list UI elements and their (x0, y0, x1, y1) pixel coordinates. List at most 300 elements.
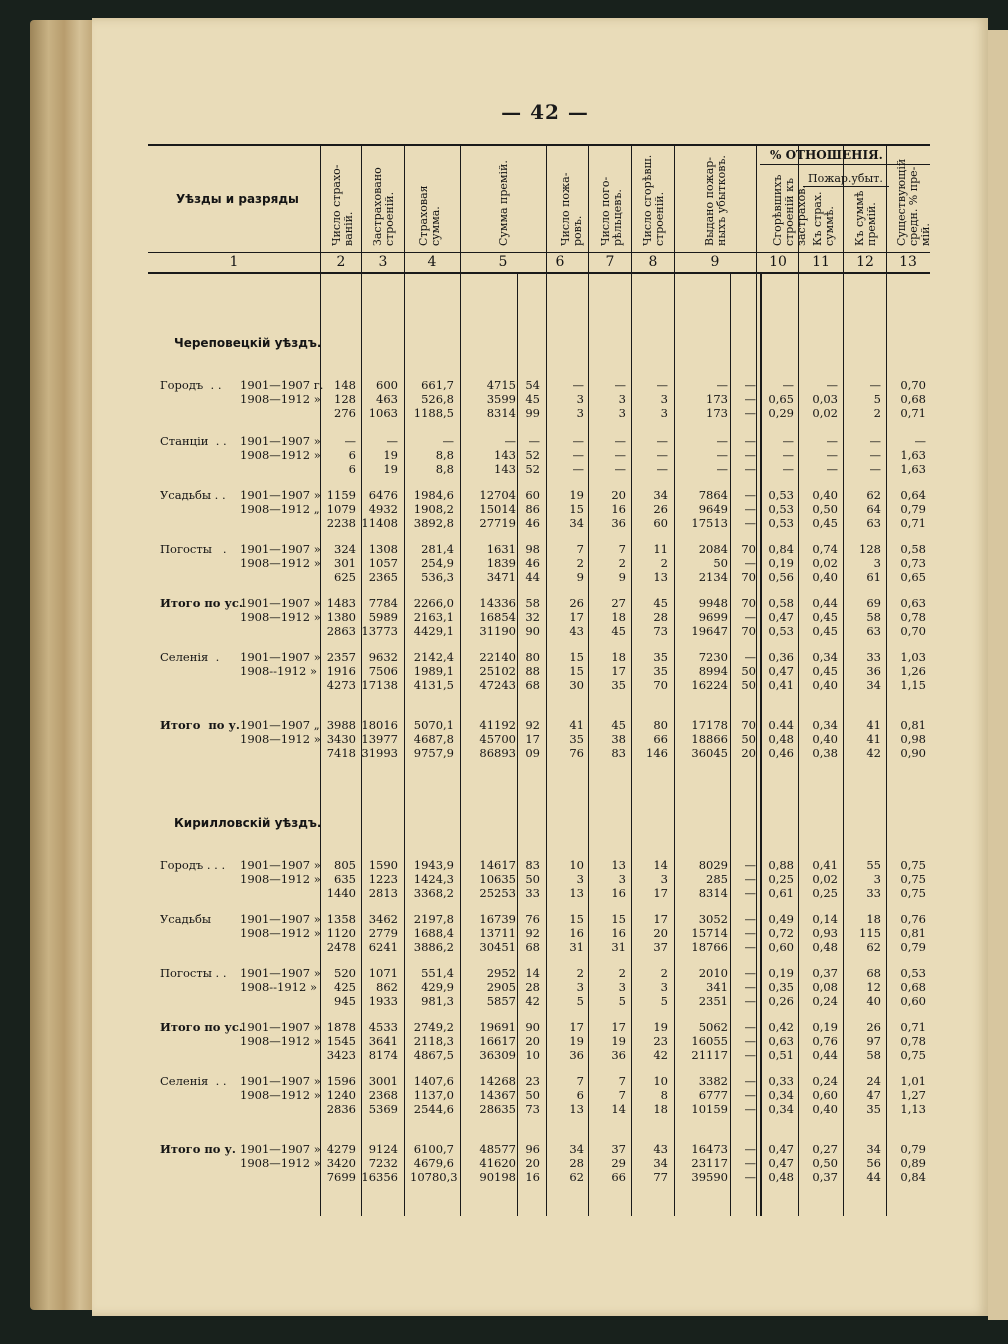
table-cell: 3641 (368, 1034, 398, 1048)
table-cell: — (744, 462, 756, 476)
table-cell: 1071 (368, 966, 398, 980)
table-cell: — (572, 462, 584, 476)
table-cell: 16617 (479, 1034, 516, 1048)
table-cell: — (744, 940, 756, 954)
table-cell: 12704 (479, 488, 516, 502)
table-cell: 1933 (368, 994, 398, 1008)
table-cell: 33 (866, 886, 881, 900)
period-label: 1901—1907 » (240, 912, 321, 926)
table-cell: 17 (569, 1020, 584, 1034)
table-cell: 1159 (326, 488, 356, 502)
table-cell: 2163,1 (413, 610, 454, 624)
table-cell: 5369 (368, 1102, 398, 1116)
table-cell: 3382 (698, 1074, 728, 1088)
table-cell: 0,34 (812, 718, 838, 732)
table-cell: 1063 (368, 406, 398, 420)
period-label: 1908—1912 » (240, 1034, 321, 1048)
table-cell: 90198 (479, 1170, 516, 1184)
table-cell: 16 (569, 926, 584, 940)
colnum-rule (148, 272, 930, 274)
table-cell: 18016 (361, 718, 398, 732)
table-cell: — (442, 434, 454, 448)
table-cell: — (656, 434, 668, 448)
table-cell: 27719 (479, 516, 516, 530)
table-cell: 7506 (368, 664, 398, 678)
table-cell: 7784 (368, 596, 398, 610)
table-cell: 8994 (698, 664, 728, 678)
table-cell: 15 (569, 664, 584, 678)
table-cell: 50 (741, 678, 756, 692)
fireloss-subrule (803, 186, 889, 187)
table-cell: — (744, 1142, 756, 1156)
table-cell: 1,63 (900, 462, 926, 476)
column-number: 9 (710, 254, 720, 270)
table-cell: 17 (653, 912, 668, 926)
table-cell: — (744, 886, 756, 900)
header-line: средн. % пре- (907, 166, 920, 246)
table-cell: — (744, 556, 756, 570)
table-cell: 73 (653, 624, 668, 638)
table-cell: 981,3 (421, 994, 454, 1008)
table-cell: 90 (525, 624, 540, 638)
column-number: 10 (769, 254, 787, 270)
table-cell: 14 (611, 1102, 626, 1116)
table-cell: 20 (611, 488, 626, 502)
table-cell: 3001 (368, 1074, 398, 1088)
column-number: 5 (498, 254, 508, 270)
table-cell: 97 (866, 1034, 881, 1048)
table-cell: 128 (334, 392, 356, 406)
table-cell: 26 (866, 1020, 881, 1034)
table-cell: 63 (866, 624, 881, 638)
table-cell: 7230 (698, 650, 728, 664)
table-cell: 36045 (691, 746, 728, 760)
table-cell: 0,34 (768, 1102, 794, 1116)
table-cell: 90 (525, 1020, 540, 1034)
table-cell: 58 (525, 596, 540, 610)
period-label: 1901—1907 » (240, 542, 321, 556)
header-c5 (498, 160, 510, 246)
table-cell: 0,60 (768, 940, 794, 954)
period-label: 1908—1912 » (240, 610, 321, 624)
table-cell: 9699 (698, 610, 728, 624)
column-number: 2 (336, 254, 346, 270)
table-cell: 0,78 (900, 1034, 926, 1048)
table-cell: 42 (866, 746, 881, 760)
table-cell: 635 (334, 872, 356, 886)
table-cell: — (614, 434, 626, 448)
table-cell: 14336 (479, 596, 516, 610)
column-number: 13 (899, 254, 917, 270)
header-line: Число сгорѣвш. (641, 154, 654, 246)
table-cell: 4279 (326, 1142, 356, 1156)
table-cell: 0,33 (768, 1074, 794, 1088)
table-cell: 16854 (479, 610, 516, 624)
table-cell: 70 (653, 678, 668, 692)
table-cell: 0,81 (900, 718, 926, 732)
header-line: строеній. (383, 191, 396, 246)
table-cell: 281,4 (421, 542, 454, 556)
table-cell: 17 (653, 886, 668, 900)
table-cell: — (716, 434, 728, 448)
table-cell: 0,46 (768, 746, 794, 760)
table-cell: 12 (866, 980, 881, 994)
group-label: Селенія . (160, 650, 220, 664)
table-cell: 600 (376, 378, 398, 392)
header-line: ваній. (342, 211, 355, 246)
table-cell: 76 (525, 912, 540, 926)
group-label: Городъ . . . (160, 858, 226, 872)
table-cell: 39590 (691, 1170, 728, 1184)
table-cell: 96 (525, 1142, 540, 1156)
table-cell: 15714 (691, 926, 728, 940)
table-cell: 4867,5 (413, 1048, 454, 1062)
table-cell: 0,47 (768, 1156, 794, 1170)
period-label: 1901—1907 » (240, 650, 321, 664)
header-line: строеній къ (783, 178, 796, 246)
header-rule (148, 252, 930, 253)
table-cell: 20 (741, 746, 756, 760)
table-cell: 2365 (368, 570, 398, 584)
table-cell: 0,40 (812, 732, 838, 746)
table-cell: 0,81 (900, 926, 926, 940)
table-cell: 1,63 (900, 448, 926, 462)
period-label: 1908—1912 » (240, 448, 321, 462)
table-cell: 0,58 (768, 596, 794, 610)
table-cell: 1916 (326, 664, 356, 678)
table-cell: 0,19 (768, 556, 794, 570)
header-line: застрахов. (795, 185, 808, 246)
table-cell: 0,47 (768, 664, 794, 678)
table-cell: 1240 (326, 1088, 356, 1102)
table-cell: — (744, 1034, 756, 1048)
table-cell: 68 (866, 966, 881, 980)
table-cell: 661,7 (421, 378, 454, 392)
table-cell: 42 (653, 1048, 668, 1062)
period-label: 1908--1912 » (240, 980, 317, 994)
table-cell: 115 (859, 926, 881, 940)
table-cell: 10159 (691, 1102, 728, 1116)
table-cell: 3 (576, 872, 584, 886)
header-c12 (854, 191, 878, 246)
table-cell: 1878 (326, 1020, 356, 1034)
period-label: 1901—1907 „ (240, 718, 320, 732)
table-cell: 0,93 (812, 926, 838, 940)
table-cell: — (744, 610, 756, 624)
table-cell: 301 (334, 556, 356, 570)
table-cell: 80 (525, 650, 540, 664)
column-number: 6 (555, 254, 565, 270)
table-cell: 2 (660, 556, 668, 570)
table-cell: 41 (866, 732, 881, 746)
header-line: Число пожа- (559, 172, 572, 246)
table-cell: 2266,0 (413, 596, 454, 610)
table-cell: 34 (866, 678, 881, 692)
table-cell: 18 (866, 912, 881, 926)
table-cell: 22140 (479, 650, 516, 664)
column-divider (404, 144, 405, 1216)
table-cell: — (782, 448, 794, 462)
table-cell: 19 (653, 1020, 668, 1034)
table-cell: 41 (569, 718, 584, 732)
table-cell: 0,25 (812, 886, 838, 900)
table-cell: 0,68 (900, 980, 926, 994)
table-cell: 45 (525, 392, 540, 406)
table-cell: 0,08 (812, 980, 838, 994)
period-label: 1901—1907 » (240, 488, 321, 502)
table-cell: — (826, 434, 838, 448)
table-cell: 4131,5 (413, 678, 454, 692)
table-cell: 36 (611, 516, 626, 530)
table-cell: 1984,6 (413, 488, 454, 502)
table-cell: 9124 (368, 1142, 398, 1156)
table-cell: 28 (653, 610, 668, 624)
header-line: Застраховано (371, 167, 384, 246)
table-cell: — (744, 966, 756, 980)
table-cell: 3 (660, 872, 668, 886)
table-cell: 41 (866, 718, 881, 732)
table-cell: 7699 (326, 1170, 356, 1184)
header-line: сумма. (429, 206, 442, 246)
header-c2 (331, 165, 355, 247)
table-cell: 70 (741, 624, 756, 638)
table-cell: 23 (653, 1034, 668, 1048)
table-cell: 73 (525, 1102, 540, 1116)
table-cell: 8174 (368, 1048, 398, 1062)
table-cell: 3 (873, 556, 881, 570)
column-number: 7 (605, 254, 615, 270)
table-cell: 1,26 (900, 664, 926, 678)
table-cell: 2351 (698, 994, 728, 1008)
table-cell: 10 (569, 858, 584, 872)
table-cell: — (656, 378, 668, 392)
group-label: Погосты . . (160, 966, 227, 980)
table-cell: 0,75 (900, 886, 926, 900)
table-cell: 36 (569, 1048, 584, 1062)
table-cell: 3 (660, 980, 668, 994)
table-cell: 0,63 (900, 596, 926, 610)
table-cell: 21117 (691, 1048, 728, 1062)
table-cell: 41620 (479, 1156, 516, 1170)
table-cell: 2197,8 (413, 912, 454, 926)
table-cell: 0,53 (768, 502, 794, 516)
table-cell: 16055 (691, 1034, 728, 1048)
table-cell: — (744, 378, 756, 392)
table-cell: 2952 (486, 966, 516, 980)
table-cell: 61 (866, 570, 881, 584)
table-cell: 0,50 (812, 1156, 838, 1170)
table-cell: 70 (741, 718, 756, 732)
table-cell: 17 (611, 664, 626, 678)
table-cell: 31993 (361, 746, 398, 760)
table-cell: — (914, 434, 926, 448)
table-cell: 10635 (479, 872, 516, 886)
table-cell: 0,65 (768, 392, 794, 406)
table-cell: 2 (618, 556, 626, 570)
table-cell: 69 (866, 596, 881, 610)
table-cell: — (744, 858, 756, 872)
table-cell: 1137,0 (413, 1088, 454, 1102)
book-page-edges (30, 20, 92, 1310)
table-cell: 0,65 (900, 570, 926, 584)
table-cell: 14 (653, 858, 668, 872)
table-cell: 0,24 (812, 1074, 838, 1088)
header-line: Существующій (895, 158, 908, 246)
table-cell: 16 (611, 926, 626, 940)
table-cell: 66 (653, 732, 668, 746)
table-cell: 13 (569, 886, 584, 900)
table-cell: 536,3 (421, 570, 454, 584)
header-line: ныхъ убытковъ. (715, 155, 728, 246)
table-cell: 70 (741, 596, 756, 610)
table-cell: 46 (525, 556, 540, 570)
table-cell: — (744, 1156, 756, 1170)
header-line: ровъ. (571, 215, 584, 246)
table-cell: 18 (611, 610, 626, 624)
table-cell: 14617 (479, 858, 516, 872)
table-cell: 463 (376, 392, 398, 406)
table-cell: — (744, 980, 756, 994)
table-cell: — (614, 448, 626, 462)
table-cell: 13977 (361, 732, 398, 746)
table-cell: 24 (866, 1074, 881, 1088)
table-cell: 3 (660, 406, 668, 420)
table-cell: 34 (653, 488, 668, 502)
table-cell: 526,8 (421, 392, 454, 406)
table-cell: 19 (569, 488, 584, 502)
table-cell: 2134 (698, 570, 728, 584)
table-cell: 26 (653, 502, 668, 516)
table-cell: — (744, 502, 756, 516)
table-cell: 1631 (486, 542, 516, 556)
table-cell: — (744, 650, 756, 664)
table-cell: 44 (866, 1170, 881, 1184)
table-cell: 54 (525, 378, 540, 392)
table-cell: 0,25 (768, 872, 794, 886)
table-cell: 16 (611, 502, 626, 516)
table-cell: 44 (525, 570, 540, 584)
table-cell: 1424,3 (413, 872, 454, 886)
table-cell: — (716, 378, 728, 392)
table-cell: 37 (653, 940, 668, 954)
header-line: Число пого- (599, 176, 612, 246)
table-cell: 56 (866, 1156, 881, 1170)
table-cell: — (869, 434, 881, 448)
table-cell: 14367 (479, 1088, 516, 1102)
table-cell: 17178 (691, 718, 728, 732)
table-cell: 50 (741, 664, 756, 678)
table-cell: 43 (569, 624, 584, 638)
table-cell: 10 (653, 1074, 668, 1088)
table-cell: 16 (525, 1170, 540, 1184)
column-number: 11 (812, 254, 830, 270)
table-cell: 35 (653, 664, 668, 678)
table-cell: 945 (334, 994, 356, 1008)
table-cell: 5062 (698, 1020, 728, 1034)
table-cell: 76 (569, 746, 584, 760)
table-cell: 3423 (326, 1048, 356, 1062)
table-cell: 0,45 (812, 610, 838, 624)
table-cell: 0,41 (768, 678, 794, 692)
table-cell: 0,03 (812, 392, 838, 406)
table-cell: 1,15 (900, 678, 926, 692)
table-cell: — (744, 926, 756, 940)
header-line: строеній. (653, 191, 666, 246)
header-c11 (812, 191, 836, 246)
table-cell: 148 (334, 378, 356, 392)
table-cell: 0,41 (812, 858, 838, 872)
table-cell: 0,78 (900, 610, 926, 624)
header-c8 (642, 155, 666, 246)
table-cell: 0,45 (812, 664, 838, 678)
table-cell: 254,9 (421, 556, 454, 570)
group-label: Станціи . . (160, 434, 227, 448)
table-cell: 2357 (326, 650, 356, 664)
table-cell: 36309 (479, 1048, 516, 1062)
header-line: мій. (919, 223, 932, 246)
table-cell: 1440 (326, 886, 356, 900)
period-label: 1901—1907 » (240, 1074, 321, 1088)
table-cell: — (869, 378, 881, 392)
table-cell: 0,61 (768, 886, 794, 900)
table-cell: 31 (569, 940, 584, 954)
table-cell: 1079 (326, 502, 356, 516)
table-cell: 7232 (368, 1156, 398, 1170)
table-cell: 25253 (479, 886, 516, 900)
group-label: Погосты . (160, 542, 227, 556)
table-cell: 6100,7 (413, 1142, 454, 1156)
table-cell: 0,84 (768, 542, 794, 556)
table-cell: 0,29 (768, 406, 794, 420)
table-cell: 0,50 (812, 502, 838, 516)
table-cell: 0,68 (900, 392, 926, 406)
table-cell: 50 (525, 872, 540, 886)
table-cell: 47 (866, 1088, 881, 1102)
header-fire-loss: Пожар.убыт. (808, 172, 883, 185)
table-cell: — (782, 434, 794, 448)
table-cell: 3052 (698, 912, 728, 926)
table-cell: 1120 (326, 926, 356, 940)
table-cell: — (826, 378, 838, 392)
table-cell: 4932 (368, 502, 398, 516)
table-cell: 3886,2 (413, 940, 454, 954)
table-cell: 55 (866, 858, 881, 872)
table-cell: 52 (525, 448, 540, 462)
table-cell: — (572, 434, 584, 448)
group-label: Итого по ус. (160, 1020, 243, 1034)
table-cell: 43 (653, 1142, 668, 1156)
table-cell: 20 (525, 1156, 540, 1170)
table-cell: 15014 (479, 502, 516, 516)
table-cell: 0,40 (812, 1102, 838, 1116)
table-cell: 0,02 (812, 556, 838, 570)
table-cell: 0,70 (900, 378, 926, 392)
table-cell: 0,53 (768, 488, 794, 502)
table-cell: 38 (611, 732, 626, 746)
table-cell: — (614, 462, 626, 476)
table-cell: 6 (576, 1088, 584, 1102)
table-cell: 8,8 (435, 462, 454, 476)
table-cell: 1545 (326, 1034, 356, 1048)
table-cell: 19691 (479, 1020, 516, 1034)
table-cell: 146 (646, 746, 668, 760)
table-cell: 34 (569, 516, 584, 530)
table-cell: 1,27 (900, 1088, 926, 1102)
table-cell: 62 (569, 1170, 584, 1184)
table-cell: 14 (525, 966, 540, 980)
table-cell: 0,98 (900, 732, 926, 746)
table-cell: 26 (569, 596, 584, 610)
